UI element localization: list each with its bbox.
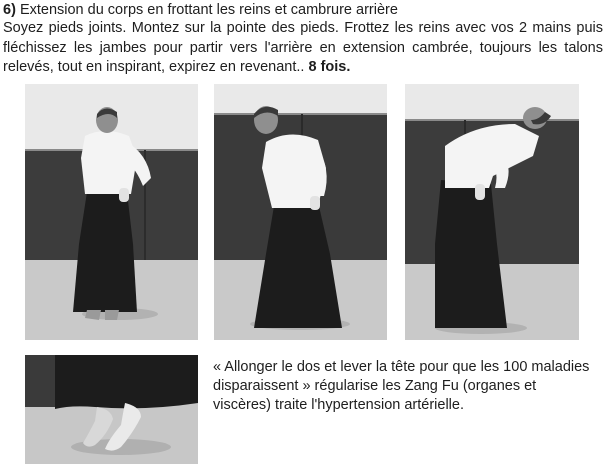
exercise-instructions: Soyez pieds joints. Montez sur la pointe des pieds. Frottez les reins avec vos 2 mains puis fléchissez les jambes pour partir vers l'arrière en extension cambrée, toujours les talons relevés, tout en inspirant, expirez en revenant.. <box>3 20 603 75</box>
repetitions: 8 fois. <box>308 59 351 75</box>
photo-feet-on-tiptoe <box>25 355 198 464</box>
exercise-title-line <box>3 2 603 19</box>
exercise-header <box>3 2 603 78</box>
step-number: 6) <box>3 2 16 18</box>
exercise-instructions-block <box>3 19 603 78</box>
exercise-title: Extension du corps en frottant les reins et cambrure arrière <box>19 2 398 18</box>
photo-back-arch <box>405 84 579 340</box>
caption-text: « Allonger le dos et lever la tête pour que les 100 maladies disparaissent » régularise les Zang Fu (organes et viscères) traite l'hypertension artérielle. <box>213 359 590 413</box>
photo-knees-bent <box>214 84 387 340</box>
photo-standing-on-toes <box>25 84 198 340</box>
